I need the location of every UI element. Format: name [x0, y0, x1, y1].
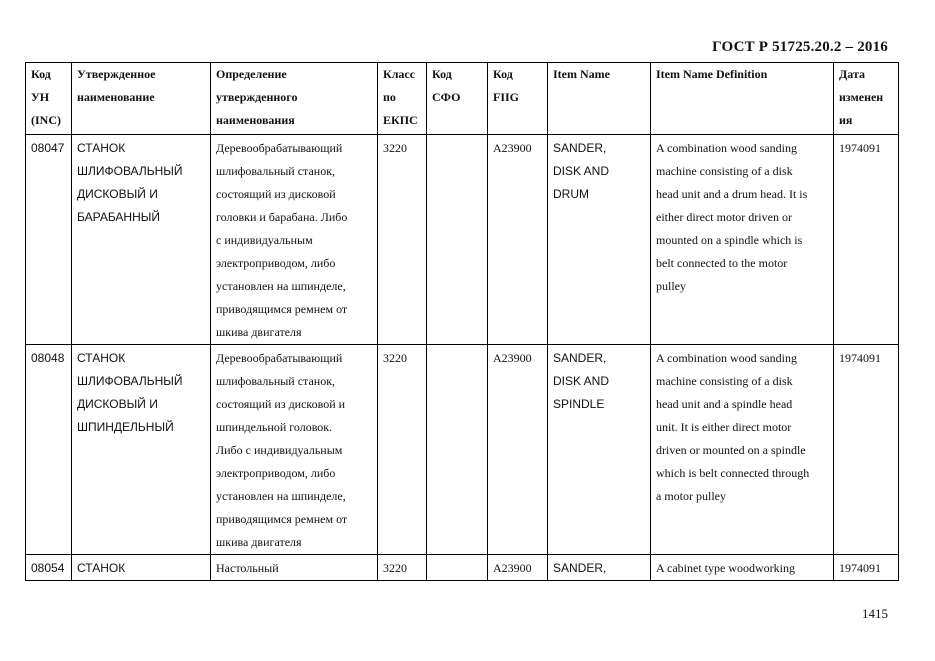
cell-line: SPINDLE [553, 397, 605, 411]
header-line: УН [31, 90, 50, 104]
header-class [378, 63, 427, 135]
header-line: (INC) [31, 113, 61, 127]
document-standard-header: ГОСТ Р 51725.20.2 – 2016 [712, 39, 888, 55]
cell-line: a motor pulley [656, 489, 726, 503]
cell-line: ДИСКОВЫЙ И [77, 397, 158, 411]
cell-inc: 08048 [26, 345, 72, 555]
cell-line: электроприводом, либо [216, 256, 336, 270]
cell-fiig: A23900 [488, 135, 548, 345]
cell-date: 1974091 [834, 135, 899, 345]
cell-line: either direct motor driven or [656, 210, 792, 224]
cell-date: 1974091 [834, 345, 899, 555]
cell-line: belt connected to the motor [656, 256, 788, 270]
table-row [26, 135, 899, 345]
cell-line: machine consisting of a disk [656, 164, 793, 178]
cell-line: SANDER, [553, 141, 607, 155]
cell-line: СТАНОК [77, 141, 126, 155]
cell-item-definition [651, 135, 834, 345]
cell-line: A combination wood sanding [656, 141, 797, 155]
cell-line: шкива двигателя [216, 325, 302, 339]
cell-class: 3220 [378, 345, 427, 555]
catalog-table [25, 62, 899, 581]
table-header-row [26, 63, 899, 135]
cell-line: A cabinet type woodworking [656, 561, 795, 575]
cell-line: DRUM [553, 187, 589, 201]
header-line: Item Name Definition [656, 67, 768, 81]
cell-line: pulley [656, 279, 686, 293]
cell-line: unit. It is either direct motor [656, 420, 792, 434]
cell-line: шлифовальный станок, [216, 164, 336, 178]
header-item-definition [651, 63, 834, 135]
cell-line: ДИСКОВЫЙ И [77, 187, 158, 201]
header-line: Код [31, 67, 51, 81]
header-line: Дата [839, 67, 865, 81]
cell-line: установлен на шпинделе, [216, 279, 346, 293]
table-row [26, 555, 899, 581]
cell-line: приводящимся ремнем от [216, 512, 348, 526]
cell-line: DISK AND [553, 164, 610, 178]
header-line: Код [493, 67, 513, 81]
cell-item-name [548, 345, 651, 555]
cell-line: БАРАБАННЫЙ [77, 210, 161, 224]
cell-approved-name [72, 345, 211, 555]
cell-item-definition [651, 555, 834, 581]
cell-line: ШЛИФОВАЛЬНЫЙ [77, 164, 183, 178]
cell-sfo [427, 555, 488, 581]
cell-line: состоящий из дисковой и [216, 397, 346, 411]
cell-line: установлен на шпинделе, [216, 489, 346, 503]
cell-definition [211, 345, 378, 555]
table-row [26, 345, 899, 555]
cell-line: головки и барабана. Либо [216, 210, 348, 224]
cell-sfo [427, 135, 488, 345]
cell-definition [211, 135, 378, 345]
header-line: наименования [216, 113, 295, 127]
cell-date: 1974091 [834, 555, 899, 581]
cell-line: шлифовальный станок, [216, 374, 336, 388]
cell-line: which is belt connected through [656, 466, 810, 480]
header-inc [26, 63, 72, 135]
header-line: утвержденного [216, 90, 298, 104]
header-line: ЕКПС [383, 113, 418, 127]
cell-approved-name [72, 555, 211, 581]
cell-line: head unit and a spindle head [656, 397, 793, 411]
header-definition [211, 63, 378, 135]
cell-line: driven or mounted on a spindle [656, 443, 806, 457]
cell-line: ШЛИФОВАЛЬНЫЙ [77, 374, 183, 388]
header-line: наименование [77, 90, 155, 104]
header-line: Определение [216, 67, 287, 81]
cell-fiig: A23900 [488, 555, 548, 581]
cell-line: состоящий из дисковой [216, 187, 336, 201]
cell-inc: 08054 [26, 555, 72, 581]
cell-line: machine consisting of a disk [656, 374, 793, 388]
header-line: по [383, 90, 396, 104]
cell-sfo [427, 345, 488, 555]
cell-line: с индивидуальным [216, 233, 313, 247]
cell-approved-name [72, 135, 211, 345]
header-line: Item Name [553, 67, 610, 81]
cell-line: СТАНОК [77, 561, 126, 575]
cell-line: head unit and a drum head. It is [656, 187, 808, 201]
header-line: СФО [432, 90, 461, 104]
cell-line: СТАНОК [77, 351, 126, 365]
cell-line: шкива двигателя [216, 535, 302, 549]
header-fiig [488, 63, 548, 135]
cell-line: приводящимся ремнем от [216, 302, 348, 316]
cell-line: шпиндельной головок. [216, 420, 333, 434]
cell-item-name [548, 555, 651, 581]
header-line: FIIG [493, 90, 520, 104]
header-line: ия [839, 113, 853, 127]
page-number: 1415 [862, 606, 888, 621]
header-line: Код [432, 67, 452, 81]
cell-definition [211, 555, 378, 581]
header-approved-name [72, 63, 211, 135]
cell-line: электроприводом, либо [216, 466, 336, 480]
cell-line: Либо с индивидуальным [216, 443, 343, 457]
header-line: изменен [839, 90, 884, 104]
cell-line: Деревообрабатывающий [216, 351, 343, 365]
cell-item-name [548, 135, 651, 345]
header-sfo [427, 63, 488, 135]
cell-fiig: A23900 [488, 345, 548, 555]
table-body [26, 135, 899, 581]
header-item-name [548, 63, 651, 135]
cell-line: DISK AND [553, 374, 610, 388]
cell-line: SANDER, [553, 561, 607, 575]
cell-line: SANDER, [553, 351, 607, 365]
cell-line: A combination wood sanding [656, 351, 797, 365]
cell-line: mounted on a spindle which is [656, 233, 803, 247]
cell-line: ШПИНДЕЛЬНЫЙ [77, 420, 174, 434]
cell-line: Настольный [216, 561, 279, 575]
cell-line: Деревообрабатывающий [216, 141, 343, 155]
cell-class: 3220 [378, 135, 427, 345]
cell-class: 3220 [378, 555, 427, 581]
cell-item-definition [651, 345, 834, 555]
cell-inc: 08047 [26, 135, 72, 345]
header-line: Утвержденное [77, 67, 156, 81]
header-date [834, 63, 899, 135]
header-line: Класс [383, 67, 416, 81]
